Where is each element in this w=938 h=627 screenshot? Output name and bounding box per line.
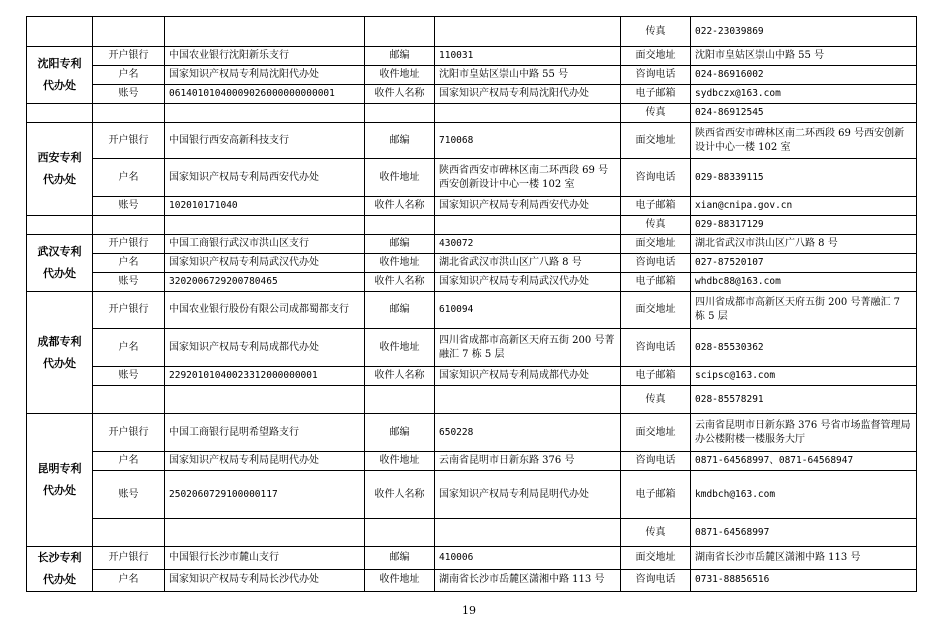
table-row xyxy=(27,547,917,570)
fax-value: 029-88317129 xyxy=(691,216,917,235)
postcode-value: 430072 xyxy=(435,235,621,254)
account-name-label: 户名 xyxy=(93,66,165,85)
account-name-label: 户名 xyxy=(93,329,165,367)
account-name-label: 户名 xyxy=(93,159,165,197)
submit-address-value: 云南省昆明市日新东路 376 号省市场监督管理局办公楼附楼一楼服务大厅 xyxy=(691,414,917,452)
bank-label: 开户银行 xyxy=(93,414,165,452)
postcode-label: 邮编 xyxy=(365,414,435,452)
account-name-value: 国家知识产权局专利局武汉代办处 xyxy=(165,254,365,273)
recipient-value: 国家知识产权局专利局沈阳代办处 xyxy=(435,85,621,104)
fax-value: 028-85578291 xyxy=(691,386,917,414)
fax-label: 传真 xyxy=(621,386,691,414)
table-row xyxy=(27,17,917,47)
office-name-changsha: 长沙专利 代办处 xyxy=(27,547,93,592)
agency-info-table xyxy=(26,16,917,592)
table-row xyxy=(27,273,917,292)
submit-address-value: 沈阳市皇姑区崇山中路 55 号 xyxy=(691,47,917,66)
table-row xyxy=(27,519,917,547)
postcode-value: 110031 xyxy=(435,47,621,66)
phone-label: 咨询电话 xyxy=(621,66,691,85)
email-label: 电子邮箱 xyxy=(621,197,691,216)
account-no-label: 账号 xyxy=(93,367,165,386)
bank-label: 开户银行 xyxy=(93,47,165,66)
email-label: 电子邮箱 xyxy=(621,367,691,386)
account-no-label: 账号 xyxy=(93,197,165,216)
fax-value: 0871-64568997 xyxy=(691,519,917,547)
submit-address-label: 面交地址 xyxy=(621,123,691,159)
account-no-value: 2502060729100000117 xyxy=(165,471,365,519)
postcode-value: 650228 xyxy=(435,414,621,452)
submit-address-label: 面交地址 xyxy=(621,235,691,254)
submit-address-value: 陕西省西安市碑林区南二环西段 69 号西安创新设计中心一楼 102 室 xyxy=(691,123,917,159)
mail-address-value: 沈阳市皇姑区崇山中路 55 号 xyxy=(435,66,621,85)
account-name-value: 国家知识产权局专利局成都代办处 xyxy=(165,329,365,367)
account-name-value: 国家知识产权局专利局沈阳代办处 xyxy=(165,66,365,85)
account-name-label: 户名 xyxy=(93,452,165,471)
postcode-label: 邮编 xyxy=(365,123,435,159)
account-no-value: 102010171040 xyxy=(165,197,365,216)
bank-label: 开户银行 xyxy=(93,123,165,159)
email-value: kmdbch@163.com xyxy=(691,471,917,519)
account-no-value: 22920101040023312000000001 xyxy=(165,367,365,386)
office-name-xian: 西安专利 代办处 xyxy=(27,123,93,216)
phone-value: 0731-88856516 xyxy=(691,569,917,592)
mail-address-label: 收件地址 xyxy=(365,452,435,471)
postcode-value: 710068 xyxy=(435,123,621,159)
email-value: sydbczx@163.com xyxy=(691,85,917,104)
email-value: xian@cnipa.gov.cn xyxy=(691,197,917,216)
account-no-value: 06140101040009026000000000001 xyxy=(165,85,365,104)
office-name-chengdu: 成都专利 代办处 xyxy=(27,292,93,414)
recipient-value: 国家知识产权局专利局西安代办处 xyxy=(435,197,621,216)
office-name-wuhan: 武汉专利 代办处 xyxy=(27,235,93,292)
recipient-label: 收件人名称 xyxy=(365,197,435,216)
bank-value: 中国银行长沙市麓山支行 xyxy=(165,547,365,570)
table-row xyxy=(27,123,917,159)
postcode-label: 邮编 xyxy=(365,235,435,254)
email-label: 电子邮箱 xyxy=(621,273,691,292)
mail-address-value: 湖北省武汉市洪山区广八路 8 号 xyxy=(435,254,621,273)
page-number: 19 xyxy=(462,604,476,617)
recipient-value: 国家知识产权局专利局武汉代办处 xyxy=(435,273,621,292)
mail-address-label: 收件地址 xyxy=(365,66,435,85)
recipient-label: 收件人名称 xyxy=(365,367,435,386)
account-no-label: 账号 xyxy=(93,273,165,292)
postcode-value: 410006 xyxy=(435,547,621,570)
recipient-label: 收件人名称 xyxy=(365,85,435,104)
phone-label: 咨询电话 xyxy=(621,159,691,197)
table-row xyxy=(27,386,917,414)
bank-value: 中国农业银行股份有限公司成都蜀都支行 xyxy=(165,292,365,329)
recipient-value: 国家知识产权局专利局成都代办处 xyxy=(435,367,621,386)
mail-address-label: 收件地址 xyxy=(365,254,435,273)
bank-value: 中国工商银行武汉市洪山区支行 xyxy=(165,235,365,254)
mail-address-label: 收件地址 xyxy=(365,569,435,592)
postcode-value: 610094 xyxy=(435,292,621,329)
office-name-kunming: 昆明专利 代办处 xyxy=(27,414,93,547)
mail-address-value: 云南省昆明市日新东路 376 号 xyxy=(435,452,621,471)
email-value: scipsc@163.com xyxy=(691,367,917,386)
table-row xyxy=(27,104,917,123)
postcode-label: 邮编 xyxy=(365,547,435,570)
phone-label: 咨询电话 xyxy=(621,569,691,592)
mail-address-value: 湖南省长沙市岳麓区潇湘中路 113 号 xyxy=(435,569,621,592)
phone-value: 024-86916002 xyxy=(691,66,917,85)
table-row xyxy=(27,85,917,104)
postcode-label: 邮编 xyxy=(365,47,435,66)
submit-address-label: 面交地址 xyxy=(621,47,691,66)
table-row xyxy=(27,414,917,452)
mail-address-value: 四川省成都市高新区天府五街 200 号菁融汇 7 栋 5 层 xyxy=(435,329,621,367)
mail-address-value: 陕西省西安市碑林区南二环西段 69 号西安创新设计中心一楼 102 室 xyxy=(435,159,621,197)
table-row xyxy=(27,47,917,66)
office-name-shenyang: 沈阳专利 代办处 xyxy=(27,47,93,104)
email-label: 电子邮箱 xyxy=(621,85,691,104)
account-no-label: 账号 xyxy=(93,85,165,104)
recipient-label: 收件人名称 xyxy=(365,471,435,519)
table-row xyxy=(27,66,917,85)
account-name-value: 国家知识产权局专利局西安代办处 xyxy=(165,159,365,197)
recipient-value: 国家知识产权局专利局昆明代办处 xyxy=(435,471,621,519)
submit-address-value: 湖北省武汉市洪山区广八路 8 号 xyxy=(691,235,917,254)
table-row xyxy=(27,471,917,519)
account-name-value: 国家知识产权局专利局长沙代办处 xyxy=(165,569,365,592)
postcode-label: 邮编 xyxy=(365,292,435,329)
phone-value: 029-88339115 xyxy=(691,159,917,197)
phone-label: 咨询电话 xyxy=(621,329,691,367)
account-name-label: 户名 xyxy=(93,254,165,273)
table-row xyxy=(27,159,917,197)
table-row xyxy=(27,367,917,386)
fax-label: 传真 xyxy=(621,216,691,235)
fax-label: 传真 xyxy=(621,104,691,123)
bank-value: 中国工商银行昆明希望路支行 xyxy=(165,414,365,452)
submit-address-value: 四川省成都市高新区天府五街 200 号菁融汇 7 栋 5 层 xyxy=(691,292,917,329)
submit-address-label: 面交地址 xyxy=(621,292,691,329)
account-name-label: 户名 xyxy=(93,569,165,592)
table-row xyxy=(27,569,917,592)
fax-value: 022-23039869 xyxy=(691,17,917,47)
recipient-label: 收件人名称 xyxy=(365,273,435,292)
phone-value: 027-87520107 xyxy=(691,254,917,273)
account-name-value: 国家知识产权局专利局昆明代办处 xyxy=(165,452,365,471)
submit-address-value: 湖南省长沙市岳麓区潇湘中路 113 号 xyxy=(691,547,917,570)
submit-address-label: 面交地址 xyxy=(621,547,691,570)
phone-label: 咨询电话 xyxy=(621,254,691,273)
phone-value: 028-85530362 xyxy=(691,329,917,367)
table-row xyxy=(27,235,917,254)
table-row xyxy=(27,292,917,329)
email-value: whdbc88@163.com xyxy=(691,273,917,292)
bank-value: 中国农业银行沈阳新乐支行 xyxy=(165,47,365,66)
phone-label: 咨询电话 xyxy=(621,452,691,471)
mail-address-label: 收件地址 xyxy=(365,329,435,367)
mail-address-label: 收件地址 xyxy=(365,159,435,197)
phone-value: 0871-64568997、0871-64568947 xyxy=(691,452,917,471)
email-label: 电子邮箱 xyxy=(621,471,691,519)
table-row xyxy=(27,254,917,273)
table-row xyxy=(27,197,917,216)
account-no-value: 3202006729200780465 xyxy=(165,273,365,292)
fax-label: 传真 xyxy=(621,519,691,547)
bank-label: 开户银行 xyxy=(93,235,165,254)
bank-label: 开户银行 xyxy=(93,292,165,329)
table-row xyxy=(27,452,917,471)
account-no-label: 账号 xyxy=(93,471,165,519)
table-row xyxy=(27,329,917,367)
table-row xyxy=(27,216,917,235)
submit-address-label: 面交地址 xyxy=(621,414,691,452)
fax-label: 传真 xyxy=(621,17,691,47)
bank-label: 开户银行 xyxy=(93,547,165,570)
bank-value: 中国银行西安高新科技支行 xyxy=(165,123,365,159)
fax-value: 024-86912545 xyxy=(691,104,917,123)
